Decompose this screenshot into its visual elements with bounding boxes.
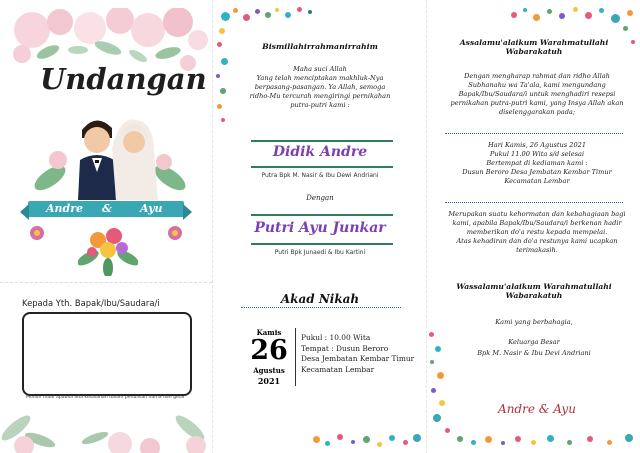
divider-vine: [251, 140, 393, 142]
bride-parents: Putri Bpk Junaedi & Ibu Kartini: [274, 249, 366, 256]
divider-vine: [251, 166, 393, 168]
verse-line: berpasang-pasangan. Ya Allah, semoga: [254, 82, 386, 91]
bride-full-name: Putri Ayu Junkar: [254, 220, 386, 236]
akad-time: Pukul : 10.00 Wita: [301, 333, 371, 342]
signature-names: Andre & Ayu: [498, 402, 576, 416]
verse-line: Yang telah menciptakan makhluk-Nya: [256, 73, 384, 82]
salam-line: Assalamu'alaikum Warahmatullahi: [459, 38, 609, 47]
section-divider: [445, 202, 623, 203]
verse-line: ridho-Mu tercurah mengiringi pernikahan: [249, 91, 391, 100]
section-divider: [445, 133, 623, 134]
salam-heading: [427, 38, 640, 56]
cover-title: Undangan: [40, 62, 207, 96]
akad-heading: Akad Nikah: [280, 292, 360, 306]
cover-panel: [0, 0, 212, 453]
small-flower-right: [164, 222, 186, 244]
recipient-label: Kepada Yth. Bapak/Ibu/Saudara/i: [22, 298, 160, 308]
happy-line: Kami yang berbahagia,: [495, 318, 573, 326]
bismillah-heading: Bismillahirrahmanirrahim: [262, 42, 378, 51]
closing-text: [433, 210, 640, 254]
event-date: 26: [250, 335, 288, 366]
banner-left-tail: [20, 204, 29, 220]
event-line: Hari Kamis, 26 Agustus 2021: [487, 141, 587, 149]
invite-line: pernikahan putra-putri kami, yang Insya Allah akan: [450, 98, 624, 107]
akad-place: Tempat : Dusun Beroro: [301, 343, 389, 353]
date-separator: [295, 328, 296, 386]
small-flower-left: [26, 222, 48, 244]
fold-line: [0, 282, 212, 283]
bouquet-illustration: [78, 218, 138, 276]
wassalam-line: Wassalamu'alaikum Warahmatullahi: [456, 282, 612, 291]
event-day: Kamis: [256, 328, 282, 337]
event-line: Dusun Beroro Desa Jembatan Kembar Timur: [462, 167, 612, 176]
event-line: Kecamatan Lembar: [504, 176, 570, 185]
name-disclaimer: Mohon maaf apabila ada kesalahan dalam penulisan nama dan gelar: [26, 395, 185, 400]
groom-parents: Putra Bpk M. Nasir & Ibu Dewi Andriani: [261, 172, 379, 179]
divider-vine: [251, 243, 393, 245]
names-banner: [28, 201, 184, 217]
right-panel: [426, 0, 640, 453]
recipient-name-box[interactable]: [22, 312, 192, 396]
wassalam-heading: [427, 282, 640, 300]
akad-address-line: Kecamatan Lembar: [301, 365, 375, 375]
opening-verse: [227, 65, 413, 109]
banner-ampersand: &: [102, 202, 112, 215]
event-month: Agustus: [253, 366, 285, 375]
closing-line: terimakasih.: [516, 245, 558, 254]
invite-line: Subhanahu wa Ta'ala, kami mengundang: [468, 80, 606, 89]
family-label: Keluarga Besar: [508, 338, 560, 346]
banner-right-tail: [183, 204, 192, 220]
invite-line: diselenggarakan pada;: [498, 107, 576, 116]
event-line: Bertempat di kediaman kami :: [486, 158, 588, 167]
event-year: 2021: [257, 376, 281, 386]
invite-line: Dengan mengharap rahmat dan ridho Allah: [464, 72, 610, 80]
verse-line: Maha suci Allah: [293, 65, 347, 73]
middle-panel: [212, 0, 427, 453]
banner-groom-name: Andre: [46, 202, 84, 215]
invite-line: Bapak/Ibu/Saudara/i untuk menghadiri resepsi: [458, 89, 616, 98]
salam-line: Wabarakatuh: [505, 47, 563, 56]
closing-line: Atas kehadiran dan do'a restunya kami ucapkan: [456, 236, 618, 245]
akad-details: [301, 333, 414, 376]
divider-vine: [251, 214, 393, 216]
akad-address-line: Desa Jembatan Kembar Timur: [301, 354, 415, 364]
event-line: Pukul 11.00 Wita s/d selesai: [489, 149, 585, 158]
closing-line: memberikan do'a restu kepada mempelai.: [466, 227, 608, 236]
verse-line: putra-putri kami :: [290, 100, 350, 109]
groom-full-name: Didik Andre: [272, 144, 368, 160]
floral-footer: [0, 388, 212, 453]
family-names: Bpk M. Nasir & Ibu Devi Andriani: [477, 349, 591, 357]
invitation-text: [435, 72, 639, 116]
akad-underline: [241, 307, 401, 308]
banner-bride-name: Ayu: [140, 202, 163, 215]
couple-illustration: [30, 108, 190, 208]
reception-details: [435, 141, 639, 185]
with-label: Dengan: [306, 194, 334, 202]
closing-line: kami, apabila Bapak/Ibu/Saudara/i berkenan hadir: [452, 218, 622, 227]
closing-line: Merupakan suatu kehormatan dan kebahagiaan bagi: [448, 210, 626, 218]
wassalam-line: Wabarakatuh: [505, 291, 563, 300]
